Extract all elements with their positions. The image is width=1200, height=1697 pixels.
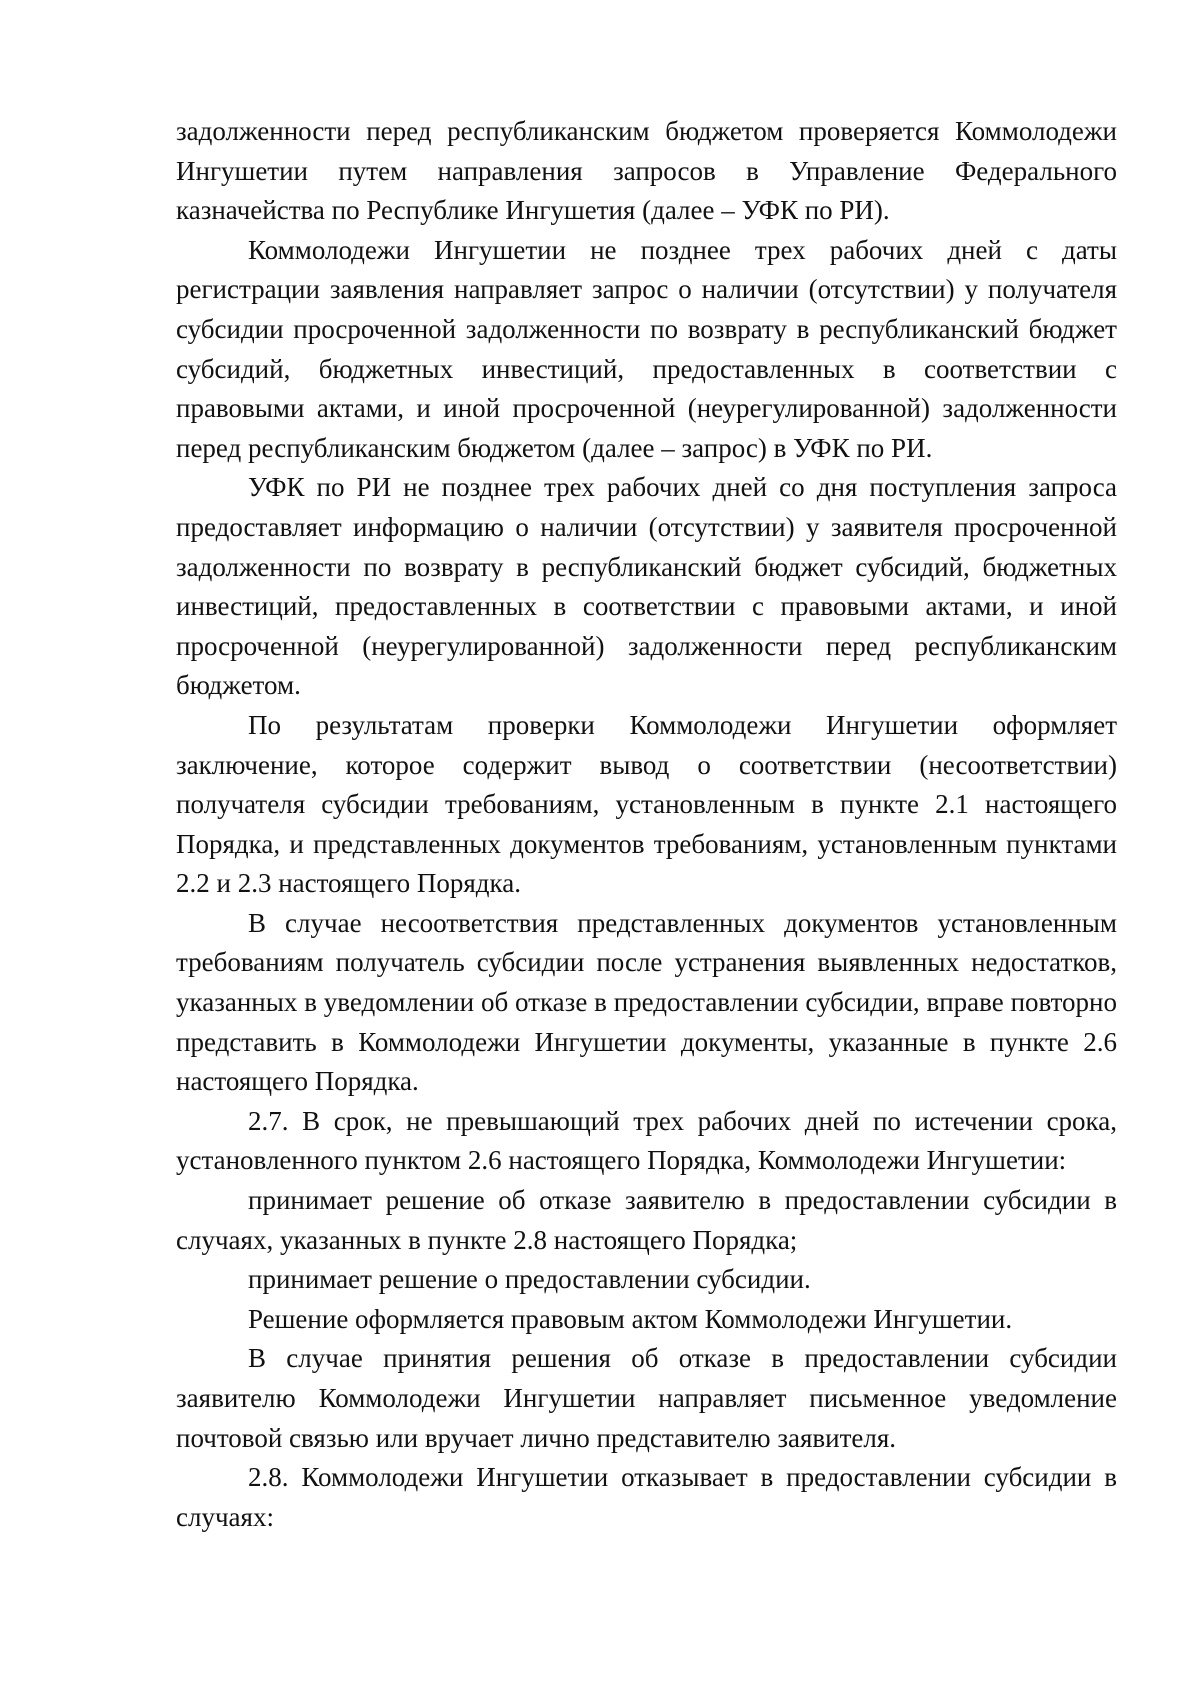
paragraph-refusal-notice: В случае принятия решения об отказе в предоставлении субсидии заявителю Коммолодежи Ингушетии направляет письменное уведомление почтовой связью или вручает лично представителю заявителя. xyxy=(176,1343,1117,1453)
paragraph-continuation: задолженности перед республиканским бюджетом проверяется Коммолодежи Ингушетии путем направления запросов в Управление Федерального казначейства по Республике Ингушетия (далее – УФК по РИ). xyxy=(176,116,1117,226)
paragraph-resubmission: В случае несоответствия представленных документов установленным требованиям получатель субсидии после устранения выявленных недостатков, указанных в уведомлении об отказе в предоставлении субсидии, вправе повторно представить в Коммолодежи Ингушетии документы, указанные в пункте 2.6 настоящего Порядка. xyxy=(176,907,1117,1097)
paragraph-request-procedure: Коммолодежи Ингушетии не позднее трех рабочих дней с даты регистрации заявления направляет запрос о наличии (отсутствии) у получателя субсидии просроченной задолженности по возврату в республиканский бюджет субсидий, бюджетных инвестиций, предоставленных в соответствии с правовыми актами, и иной просроченной (неурегулированной) задолженности перед республиканским бюджетом (далее – запрос) в УФК по РИ. xyxy=(176,234,1117,463)
document-page xyxy=(176,112,1117,1537)
paragraph-clause-2-8: 2.8. Коммолодежи Ингушетии отказывает в предоставлении субсидии в случаях: xyxy=(176,1462,1117,1532)
paragraph-refusal-decision: принимает решение об отказе заявителю в предоставлении субсидии в случаях, указанных в пункте 2.8 настоящего Порядка; xyxy=(176,1185,1117,1255)
paragraph-verification-conclusion: По результатам проверки Коммолодежи Ингушетии оформляет заключение, которое содержит вывод о соответствии (несоответствии) получателя субсидии требованиям, установленным в пункте 2.1 настоящего Порядка, и представленных документов требованиям, установленным пунктами 2.2 и 2.3 настоящего Порядка. xyxy=(176,709,1117,899)
paragraph-legal-act: Решение оформляется правовым актом Коммолодежи Ингушетии. xyxy=(248,1303,1013,1334)
paragraph-ufk-response: УФК по РИ не позднее трех рабочих дней со дня поступления запроса предоставляет информацию о наличии (отсутствии) у заявителя просроченной задолженности по возврату в республиканский бюджет субсидий, бюджетных инвестиций, предоставленных в соответствии с правовыми актами, и иной просроченной (неурегулированной) задолженности перед республиканским бюджетом. xyxy=(176,472,1117,701)
paragraph-grant-decision: принимает решение о предоставлении субсидии. xyxy=(248,1264,811,1295)
paragraph-clause-2-7: 2.7. В срок, не превышающий трех рабочих дней по истечении срока, установленного пунктом 2.6 настоящего Порядка, Коммолодежи Ингушетии: xyxy=(176,1105,1117,1176)
